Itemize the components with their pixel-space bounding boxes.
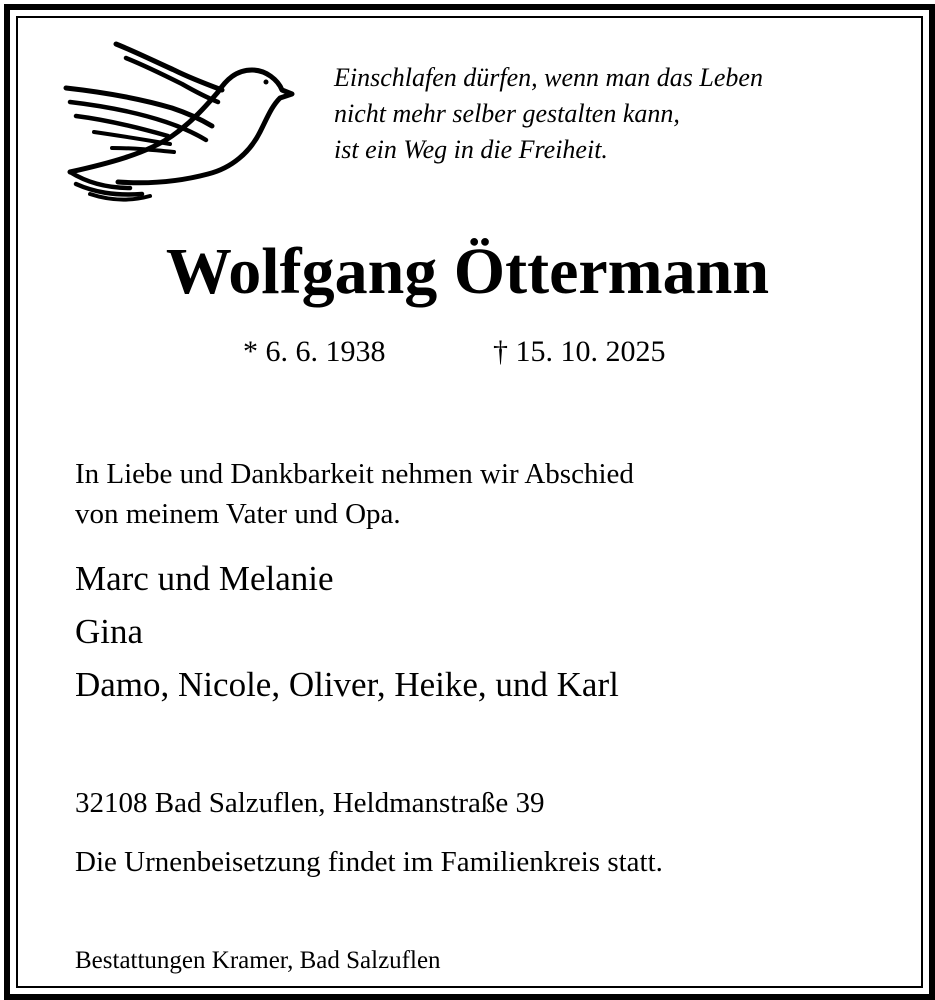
poem-quote [334,60,894,168]
mourning-address: 32108 Bad Salzuflen, Heldmanstraße 39 [75,787,545,819]
quote-line: Einschlafen dürfen, wenn man das Leben [334,63,763,92]
deceased-name: Wolfgang Öttermann [165,235,770,308]
burial-note: Die Urnenbeisetzung findet im Familienkreis statt. [75,846,663,878]
undertaker-name: Bestattungen Kramer, Bad Salzuflen [75,947,441,974]
farewell-line: In Liebe und Dankbarkeit nehmen wir Abschied [75,458,634,490]
quote-line: ist ein Weg in die Freiheit. [334,135,608,164]
death-date: † 15. 10. 2025 [493,335,666,368]
farewell-text [75,454,634,534]
mourner-line: Marc und Melanie [75,559,334,598]
quote-line: nicht mehr selber gestalten kann, [334,99,680,128]
birth-date: * 6. 6. 1938 [243,335,386,368]
mourner-line: Gina [75,612,144,651]
dove-icon [46,36,296,204]
mourner-line: Damo, Nicole, Oliver, Heike, und Karl [75,665,619,704]
mourners-list [75,552,619,711]
farewell-line: von meinem Vater und Opa. [75,498,401,530]
